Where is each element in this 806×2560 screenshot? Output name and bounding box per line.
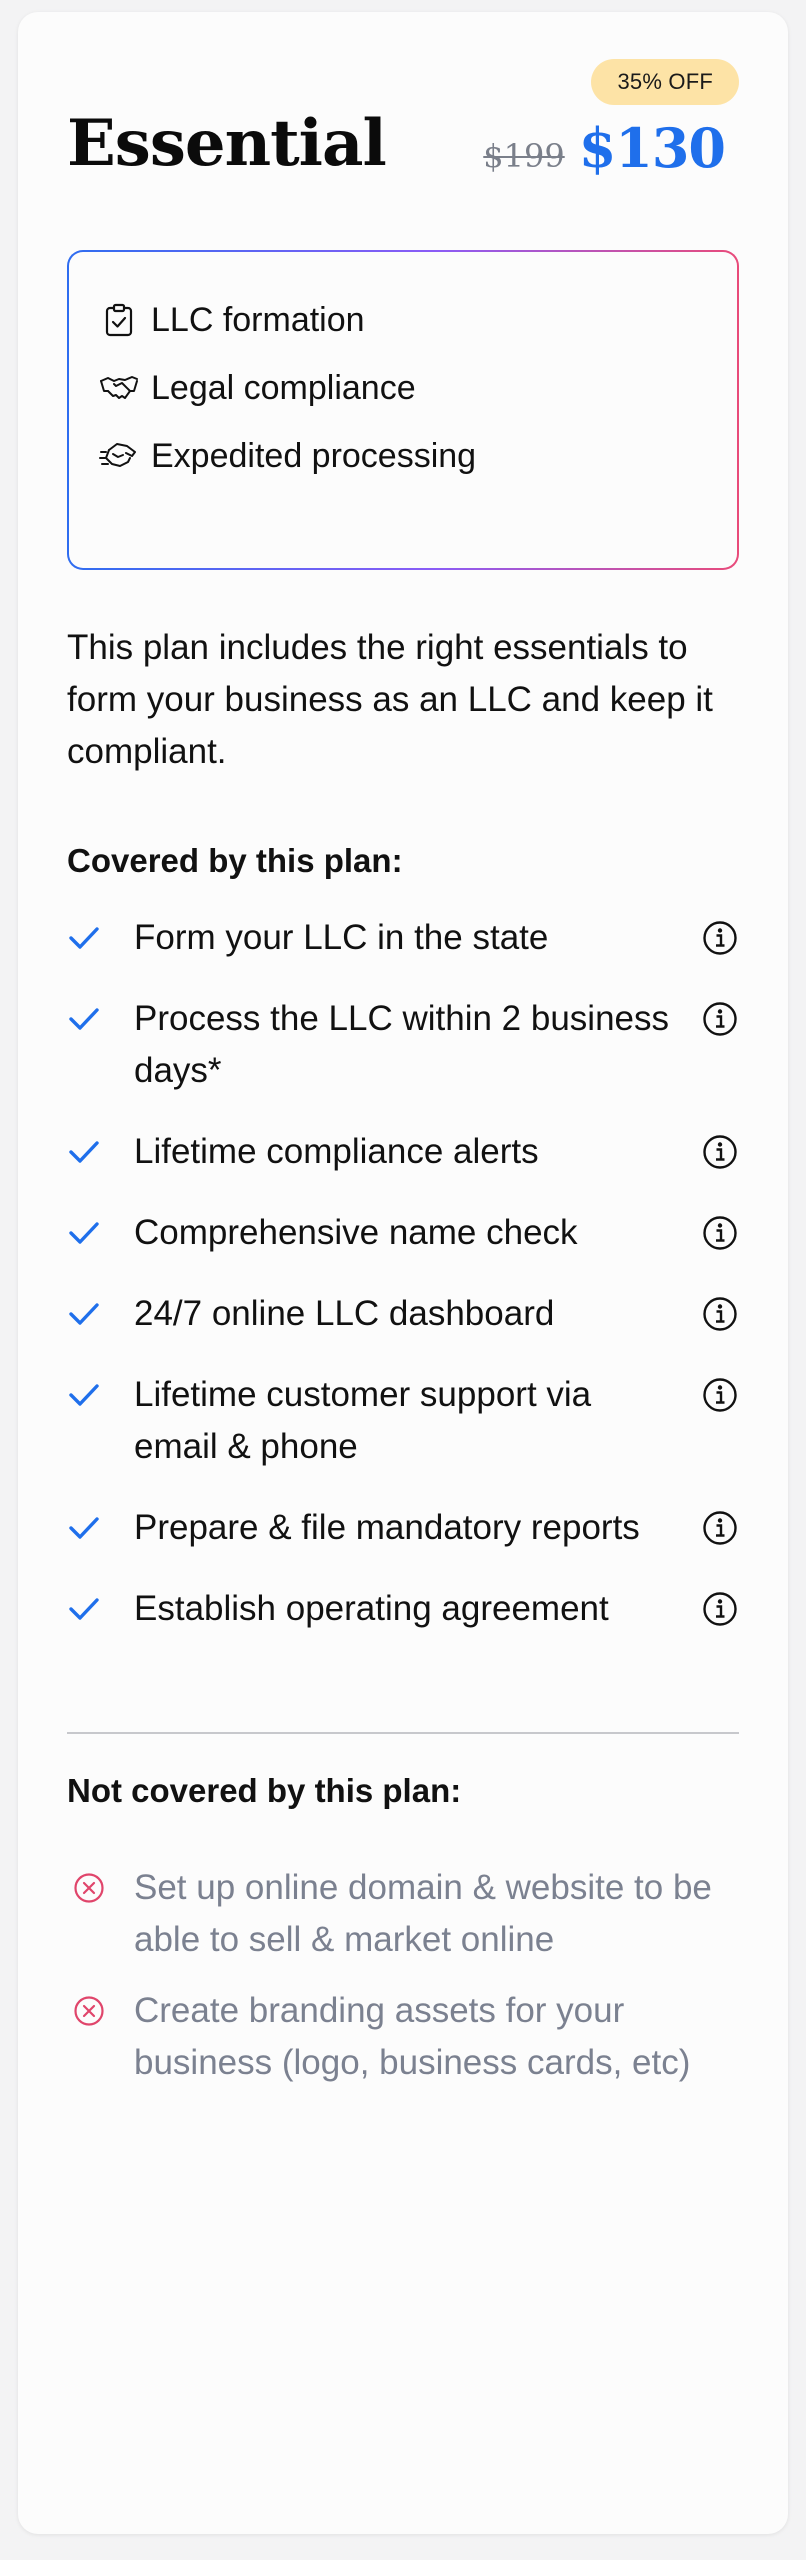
info-icon[interactable]	[701, 1126, 739, 1178]
covered-section-title: Covered by this plan:	[67, 842, 403, 879]
plan-name: Essential	[67, 106, 386, 181]
check-icon	[67, 1207, 125, 1259]
covered-feature	[67, 1207, 739, 1259]
covered-feature	[67, 912, 739, 964]
check-icon	[67, 1583, 125, 1635]
check-icon	[67, 1288, 125, 1340]
info-icon[interactable]	[701, 912, 739, 964]
plan-description: This plan includes the right essentials to form your business as an LLC and keep it compliant.	[67, 628, 713, 771]
not-covered-feature	[67, 1985, 739, 2089]
not-covered-feature	[67, 1862, 739, 1966]
check-icon	[67, 912, 125, 964]
covered-feature-text: Comprehensive name check	[134, 1213, 578, 1252]
fast-hand-icon	[99, 436, 139, 476]
handshake-icon	[99, 368, 139, 408]
covered-feature-text: Prepare & file mandatory reports	[134, 1508, 640, 1547]
not-covered-feature-text: Set up online domain & website to be able to sell & market online	[134, 1868, 712, 1959]
covered-feature-text: Form your LLC in the state	[134, 918, 549, 957]
plan-highlights-list	[69, 252, 737, 568]
plan-highlights-box	[67, 250, 739, 570]
plan-card	[18, 12, 788, 2534]
check-icon	[67, 1126, 125, 1178]
check-icon	[67, 1502, 125, 1554]
highlight-label: Expedited processing	[151, 436, 477, 475]
covered-feature-text: Establish operating agreement	[134, 1589, 609, 1628]
info-icon[interactable]	[701, 1502, 739, 1554]
original-price: $199	[483, 137, 565, 175]
clipboard-check-icon	[99, 300, 139, 340]
not-covered-feature-text: Create branding assets for your business (logo, business cards, etc)	[134, 1991, 691, 2082]
covered-feature-text: 24/7 online LLC dashboard	[134, 1294, 555, 1333]
not-covered-section-title: Not covered by this plan:	[67, 1772, 462, 1809]
covered-features-list	[67, 912, 739, 1664]
highlight-label: Legal compliance	[151, 368, 416, 407]
discounted-price: $130	[578, 116, 725, 180]
info-icon[interactable]	[701, 1207, 739, 1259]
section-divider	[67, 1732, 739, 1734]
check-icon	[67, 993, 125, 1045]
highlight-item	[69, 354, 737, 422]
info-icon[interactable]	[701, 993, 739, 1045]
covered-feature-text: Process the LLC within 2 business days*	[134, 999, 669, 1090]
covered-feature	[67, 1126, 739, 1178]
check-icon	[67, 1369, 125, 1421]
covered-feature	[67, 1288, 739, 1340]
highlight-item	[69, 286, 737, 354]
x-circle-icon	[67, 1985, 125, 2037]
covered-feature	[67, 1583, 739, 1635]
info-icon[interactable]	[701, 1288, 739, 1340]
covered-feature	[67, 1502, 739, 1554]
highlight-item	[69, 422, 737, 490]
not-covered-features-list	[67, 1862, 739, 2108]
covered-feature	[67, 1369, 739, 1473]
covered-feature	[67, 993, 739, 1097]
info-icon[interactable]	[701, 1583, 739, 1635]
discount-badge: 35% OFF	[591, 59, 739, 105]
highlight-label: LLC formation	[151, 300, 365, 339]
price-group	[483, 116, 725, 180]
covered-feature-text: Lifetime compliance alerts	[134, 1132, 539, 1171]
x-circle-icon	[67, 1862, 125, 1914]
info-icon[interactable]	[701, 1369, 739, 1421]
covered-feature-text: Lifetime customer support via email & phone	[134, 1375, 592, 1466]
